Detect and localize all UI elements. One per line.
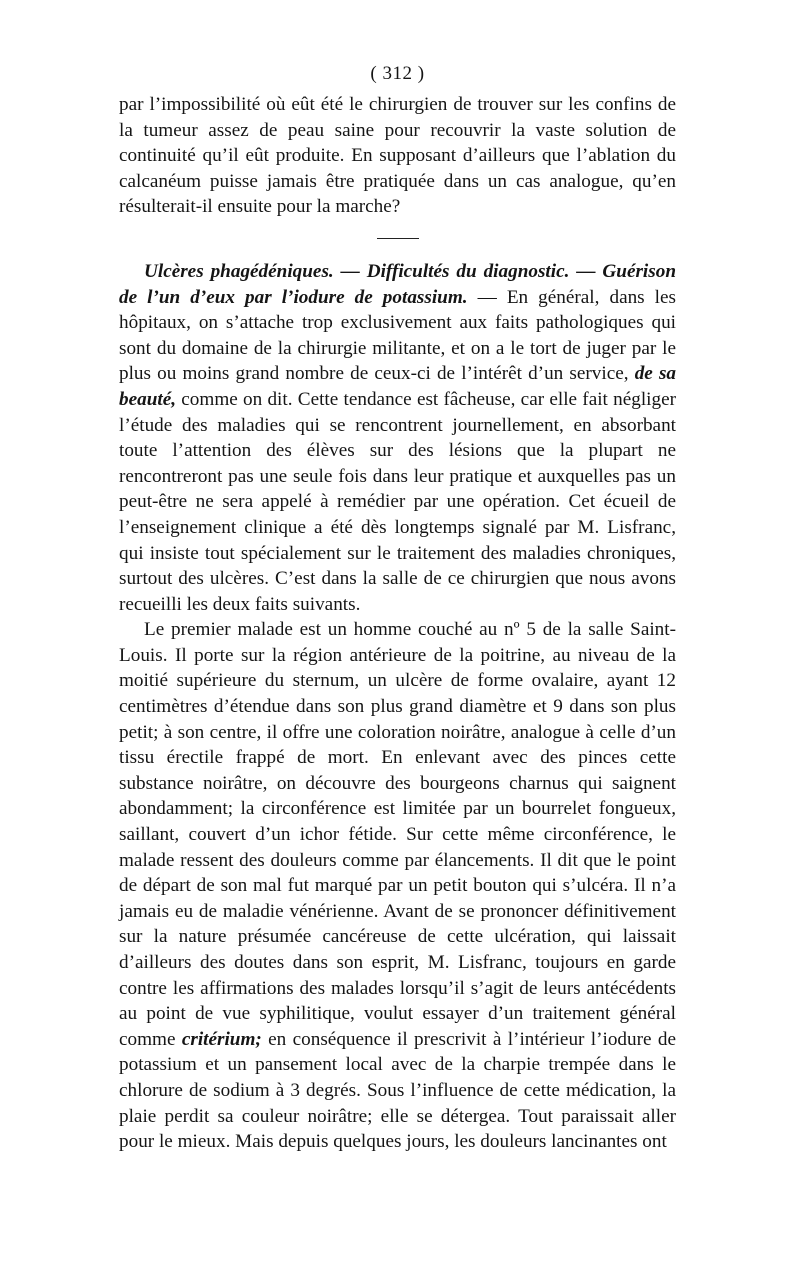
section-paragraph bbox=[119, 259, 676, 617]
case-text-1: Le premier malade est un homme couché au nº 5 de la salle Saint-Louis. Il porte sur la région antérieure de la poitrine, au niveau de la moitié supérieure du sternum, un ulcère de forme ovalaire, ayant 12 centimètres d’étendue dans son plus grand diamètre et 9 dans son plus petit; à son centre, il offre une coloration noirâtre, analogue à celle d’un tissu érectile frappé de mort. En enlevant avec des pinces cette substance noirâtre, on découvre des bourgeons charnus qui saignent abondamment; la circonférence est limitée par un bourrelet fongueux, saillant, couvert d’un ichor fétide. Sur cette même circonférence, le malade ressent des douleurs comme par élancements. Il dit que le point de départ de son mal fut marqué par un petit bouton qui s’ulcéra. Il n’a jamais eu de maladie vénérienne. Avant de se prononcer définitivement sur la nature présumée cancéreuse de cette ulcération, qui laissait d’ailleurs des doutes dans son esprit, M. Lisfranc, toujours en garde contre les affirmations des malades lorsqu’il s’agit de leurs antécédents au point de vue syphilitique, voulut essayer d’un traitement général comme bbox=[119, 619, 676, 1050]
page-number: ( 312 ) bbox=[370, 63, 425, 84]
case-text-2: en conséquence il prescrivit à l’intérieur l’iodure de potassium et un pansement local avec de la charpie trempée dans le chlorure de sodium à 3 degrés. Sous l’influence de cette médication, la plaie perdit sa couleur noirâtre; elle se détergea. Tout paraissait aller pour le mieux. Mais depuis quelques jours, les douleurs lancinantes ont bbox=[119, 1028, 676, 1153]
emphasis-criterium: critérium; bbox=[181, 1028, 262, 1050]
book-page bbox=[119, 62, 676, 1155]
section-text-1: — En général, dans les hôpitaux, on s’attache trop exclusivement aux faits pathologiques qui sont du domaine de la chirurgie militante, et on a le tort de juger par le plus ou moins grand nombre de ceux-ci de l’intérêt d’un service, bbox=[119, 286, 676, 385]
section-heading: Ulcères phagédéniques. — Difficultés du diagnostic. — Guérison de l’un d’eux par l’iodure de potassium. bbox=[119, 260, 676, 308]
section-text-2: comme on dit. Cette tendance est fâcheuse, car elle fait négliger l’étude des maladies qui se rencontrent journellement, en absorbant toute l’attention des élèves sur des lésions que la plupart ne rencontreront pas une seule fois dans leur pratique et auxquelles pas un peut-être ne sera appelé à remédier par une opération. Cet écueil de l’enseignement clinique a été dès longtemps signalé par M. Lisfranc, qui insiste tout spécialement sur le traitement des maladies chroniques, surtout des ulcères. C’est dans la salle de ce chirurgien que nous avons recueilli les deux faits suivants. bbox=[119, 388, 676, 615]
paragraph-continuation: par l’impossibilité où eût été le chirurgien de trouver sur les confins de la tumeur assez de peau saine pour recouvrir la vaste solution de continuité qu’il eût produite. En supposant d’ailleurs que l’ablation du calcanéum puisse jamais être pratiquée dans un cas analogue, qu’en résulterait-il ensuite pour la marche? bbox=[119, 94, 676, 218]
section-divider bbox=[377, 238, 419, 239]
emphasis-beaute: de sa beauté, bbox=[119, 363, 677, 410]
case-paragraph bbox=[119, 617, 676, 1154]
